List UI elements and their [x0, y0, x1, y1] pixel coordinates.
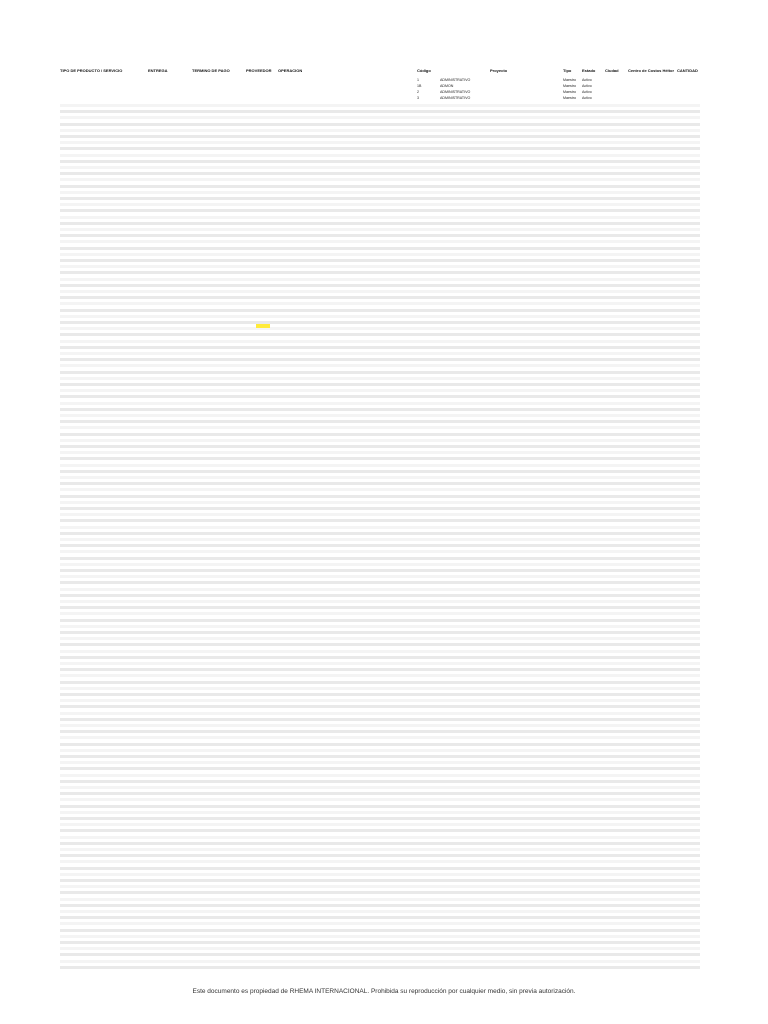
cell-proyecto: ADMINISTRATIVO [440, 90, 471, 94]
illegible-row [60, 581, 700, 584]
illegible-row [60, 327, 700, 330]
illegible-row [60, 860, 700, 863]
illegible-row [60, 848, 700, 851]
illegible-row [60, 154, 700, 157]
illegible-row [60, 749, 700, 752]
illegible-row [60, 160, 700, 163]
header-tipo-producto: TIPO DE PRODUCTO / SERVICIO [60, 68, 123, 73]
illegible-row [60, 519, 700, 522]
illegible-row [60, 116, 700, 119]
header-operacion: OPERACION [278, 68, 303, 73]
illegible-row [60, 823, 700, 826]
illegible-row [60, 526, 700, 529]
header-tipo: Tipo [563, 68, 572, 73]
illegible-row [60, 464, 700, 467]
illegible-row [60, 240, 700, 243]
cell-estado: Activo [582, 96, 592, 100]
illegible-row [60, 916, 700, 919]
illegible-row [60, 643, 700, 646]
illegible-row [60, 197, 700, 200]
illegible-row [60, 271, 700, 274]
illegible-row [60, 389, 700, 392]
illegible-row [60, 147, 700, 150]
illegible-row [60, 426, 700, 429]
illegible-row [60, 910, 700, 913]
illegible-row [60, 774, 700, 777]
illegible-row [60, 836, 700, 839]
illegible-row [60, 315, 700, 318]
illegible-row [60, 662, 700, 665]
illegible-row [60, 495, 700, 498]
illegible-row [60, 284, 700, 287]
illegible-row [60, 513, 700, 516]
illegible-row [60, 947, 700, 950]
illegible-row [60, 209, 700, 212]
illegible-row [60, 253, 700, 256]
illegible-row [60, 296, 700, 299]
illegible-row [60, 718, 700, 721]
illegible-row [60, 185, 700, 188]
illegible-row [60, 854, 700, 857]
illegible-row [60, 637, 700, 640]
cell-codigo: 1B [417, 84, 422, 88]
illegible-row [60, 383, 700, 386]
illegible-row [60, 290, 700, 293]
illegible-row [60, 414, 700, 417]
illegible-row [60, 321, 700, 324]
illegible-row [60, 953, 700, 956]
illegible-row [60, 687, 700, 690]
illegible-row [60, 681, 700, 684]
illegible-row [60, 123, 700, 126]
illegible-row [60, 309, 700, 312]
illegible-row [60, 234, 700, 237]
header-cantidad: CANTIDAD [677, 68, 698, 73]
illegible-row [60, 166, 700, 169]
illegible-row [60, 898, 700, 901]
illegible-row [60, 482, 700, 485]
illegible-row [60, 612, 700, 615]
illegible-row [60, 798, 700, 801]
illegible-row [60, 358, 700, 361]
cell-estado: Activo [582, 78, 592, 82]
header-entrega: ENTREGA [148, 68, 168, 73]
illegible-row [60, 588, 700, 591]
illegible-row [60, 699, 700, 702]
illegible-row [60, 364, 700, 367]
illegible-row [60, 346, 700, 349]
illegible-row [60, 259, 700, 262]
illegible-row [60, 712, 700, 715]
illegible-row [60, 674, 700, 677]
cell-tipo: Maestro [563, 78, 576, 82]
illegible-row [60, 656, 700, 659]
illegible-row [60, 203, 700, 206]
illegible-row [60, 247, 700, 250]
illegible-row [60, 278, 700, 281]
illegible-row [60, 538, 700, 541]
illegible-row [60, 135, 700, 138]
product-type-column [60, 78, 142, 963]
illegible-row [60, 371, 700, 374]
table-row [60, 96, 700, 102]
cell-estado: Activo [582, 84, 592, 88]
illegible-row [60, 755, 700, 758]
illegible-row [60, 594, 700, 597]
header-centro-costos: Centro de Costos Héltor [628, 68, 675, 73]
illegible-row [60, 935, 700, 938]
cell-tipo: Maestro [563, 96, 576, 100]
illegible-row [60, 668, 700, 671]
illegible-row [60, 619, 700, 622]
cell-proyecto: ADMINISTRATIVO [440, 96, 471, 100]
illegible-row [60, 110, 700, 113]
illegible-row [60, 625, 700, 628]
illegible-row [60, 433, 700, 436]
illegible-row [60, 352, 700, 355]
illegible-row [60, 544, 700, 547]
illegible-row [60, 129, 700, 132]
illegible-row [60, 104, 700, 107]
illegible-row [60, 470, 700, 473]
illegible-row [60, 650, 700, 653]
illegible-row [60, 922, 700, 925]
cell-codigo: 3 [417, 96, 419, 100]
illegible-row [60, 767, 700, 770]
illegible-row [60, 960, 700, 963]
header-codigo: Código [417, 68, 431, 73]
header-termino-pago: TERMINO DE PAGO [192, 68, 230, 73]
illegible-row [60, 507, 700, 510]
illegible-row [60, 867, 700, 870]
header-ciudad: Ciudad [605, 68, 619, 73]
cell-proyecto: ADMON [440, 84, 454, 88]
illegible-row [60, 340, 700, 343]
illegible-row [60, 929, 700, 932]
illegible-row [60, 476, 700, 479]
illegible-row [60, 563, 700, 566]
illegible-row [60, 557, 700, 560]
illegible-row [60, 333, 700, 336]
cell-codigo: 1 [417, 78, 419, 82]
cell-tipo: Maestro [563, 90, 576, 94]
illegible-row [60, 904, 700, 907]
illegible-row [60, 885, 700, 888]
illegible-row [60, 606, 700, 609]
illegible-row [60, 842, 700, 845]
illegible-row [60, 395, 700, 398]
illegible-row [60, 402, 700, 405]
illegible-row [60, 439, 700, 442]
cell-codigo: 2 [417, 90, 419, 94]
header-proyecto: Proyecto [490, 68, 508, 73]
illegible-row [60, 786, 700, 789]
illegible-row [60, 222, 700, 225]
illegible-row [60, 879, 700, 882]
illegible-row [60, 805, 700, 808]
illegible-row [60, 730, 700, 733]
illegible-row [60, 575, 700, 578]
illegible-row [60, 420, 700, 423]
illegible-row [60, 631, 700, 634]
illegible-row [60, 457, 700, 460]
illegible-row [60, 705, 700, 708]
illegible-row [60, 811, 700, 814]
illegible-row [60, 736, 700, 739]
spreadsheet [60, 64, 700, 964]
illegible-row [60, 550, 700, 553]
illegible-row [60, 172, 700, 175]
illegible-row [60, 445, 700, 448]
illegible-row [60, 377, 700, 380]
illegible-row [60, 451, 700, 454]
illegible-row [60, 792, 700, 795]
illegible-row [60, 817, 700, 820]
illegible-row [60, 873, 700, 876]
header-proveedor: PROVEEDOR [246, 68, 272, 73]
illegible-row [60, 966, 700, 969]
illegible-row [60, 761, 700, 764]
illegible-row [60, 600, 700, 603]
illegible-row [60, 829, 700, 832]
table-header [60, 64, 700, 78]
header-estado: Estado [582, 68, 596, 73]
illegible-row [60, 891, 700, 894]
cell-estado: Activo [582, 90, 592, 94]
illegible-row [60, 693, 700, 696]
illegible-row [60, 216, 700, 219]
illegible-row [60, 941, 700, 944]
illegible-row [60, 488, 700, 491]
highlighted-cell [256, 324, 270, 328]
illegible-row [60, 501, 700, 504]
illegible-row [60, 532, 700, 535]
ownership-notice: Este documento es propiedad de RHEMA INTERNACIONAL. Prohibida su reproducción por cualquier medio, sin previa autorización. [192, 988, 576, 995]
illegible-row [60, 780, 700, 783]
cell-tipo: Maestro [563, 84, 576, 88]
illegible-row [60, 569, 700, 572]
illegible-row [60, 228, 700, 231]
illegible-row [60, 743, 700, 746]
illegible-row [60, 141, 700, 144]
cell-proyecto: ADMINISTRATIVO [440, 78, 471, 82]
illegible-row [60, 265, 700, 268]
illegible-row [60, 178, 700, 181]
illegible-row [60, 191, 700, 194]
illegible-row [60, 408, 700, 411]
illegible-row [60, 302, 700, 305]
illegible-row [60, 724, 700, 727]
